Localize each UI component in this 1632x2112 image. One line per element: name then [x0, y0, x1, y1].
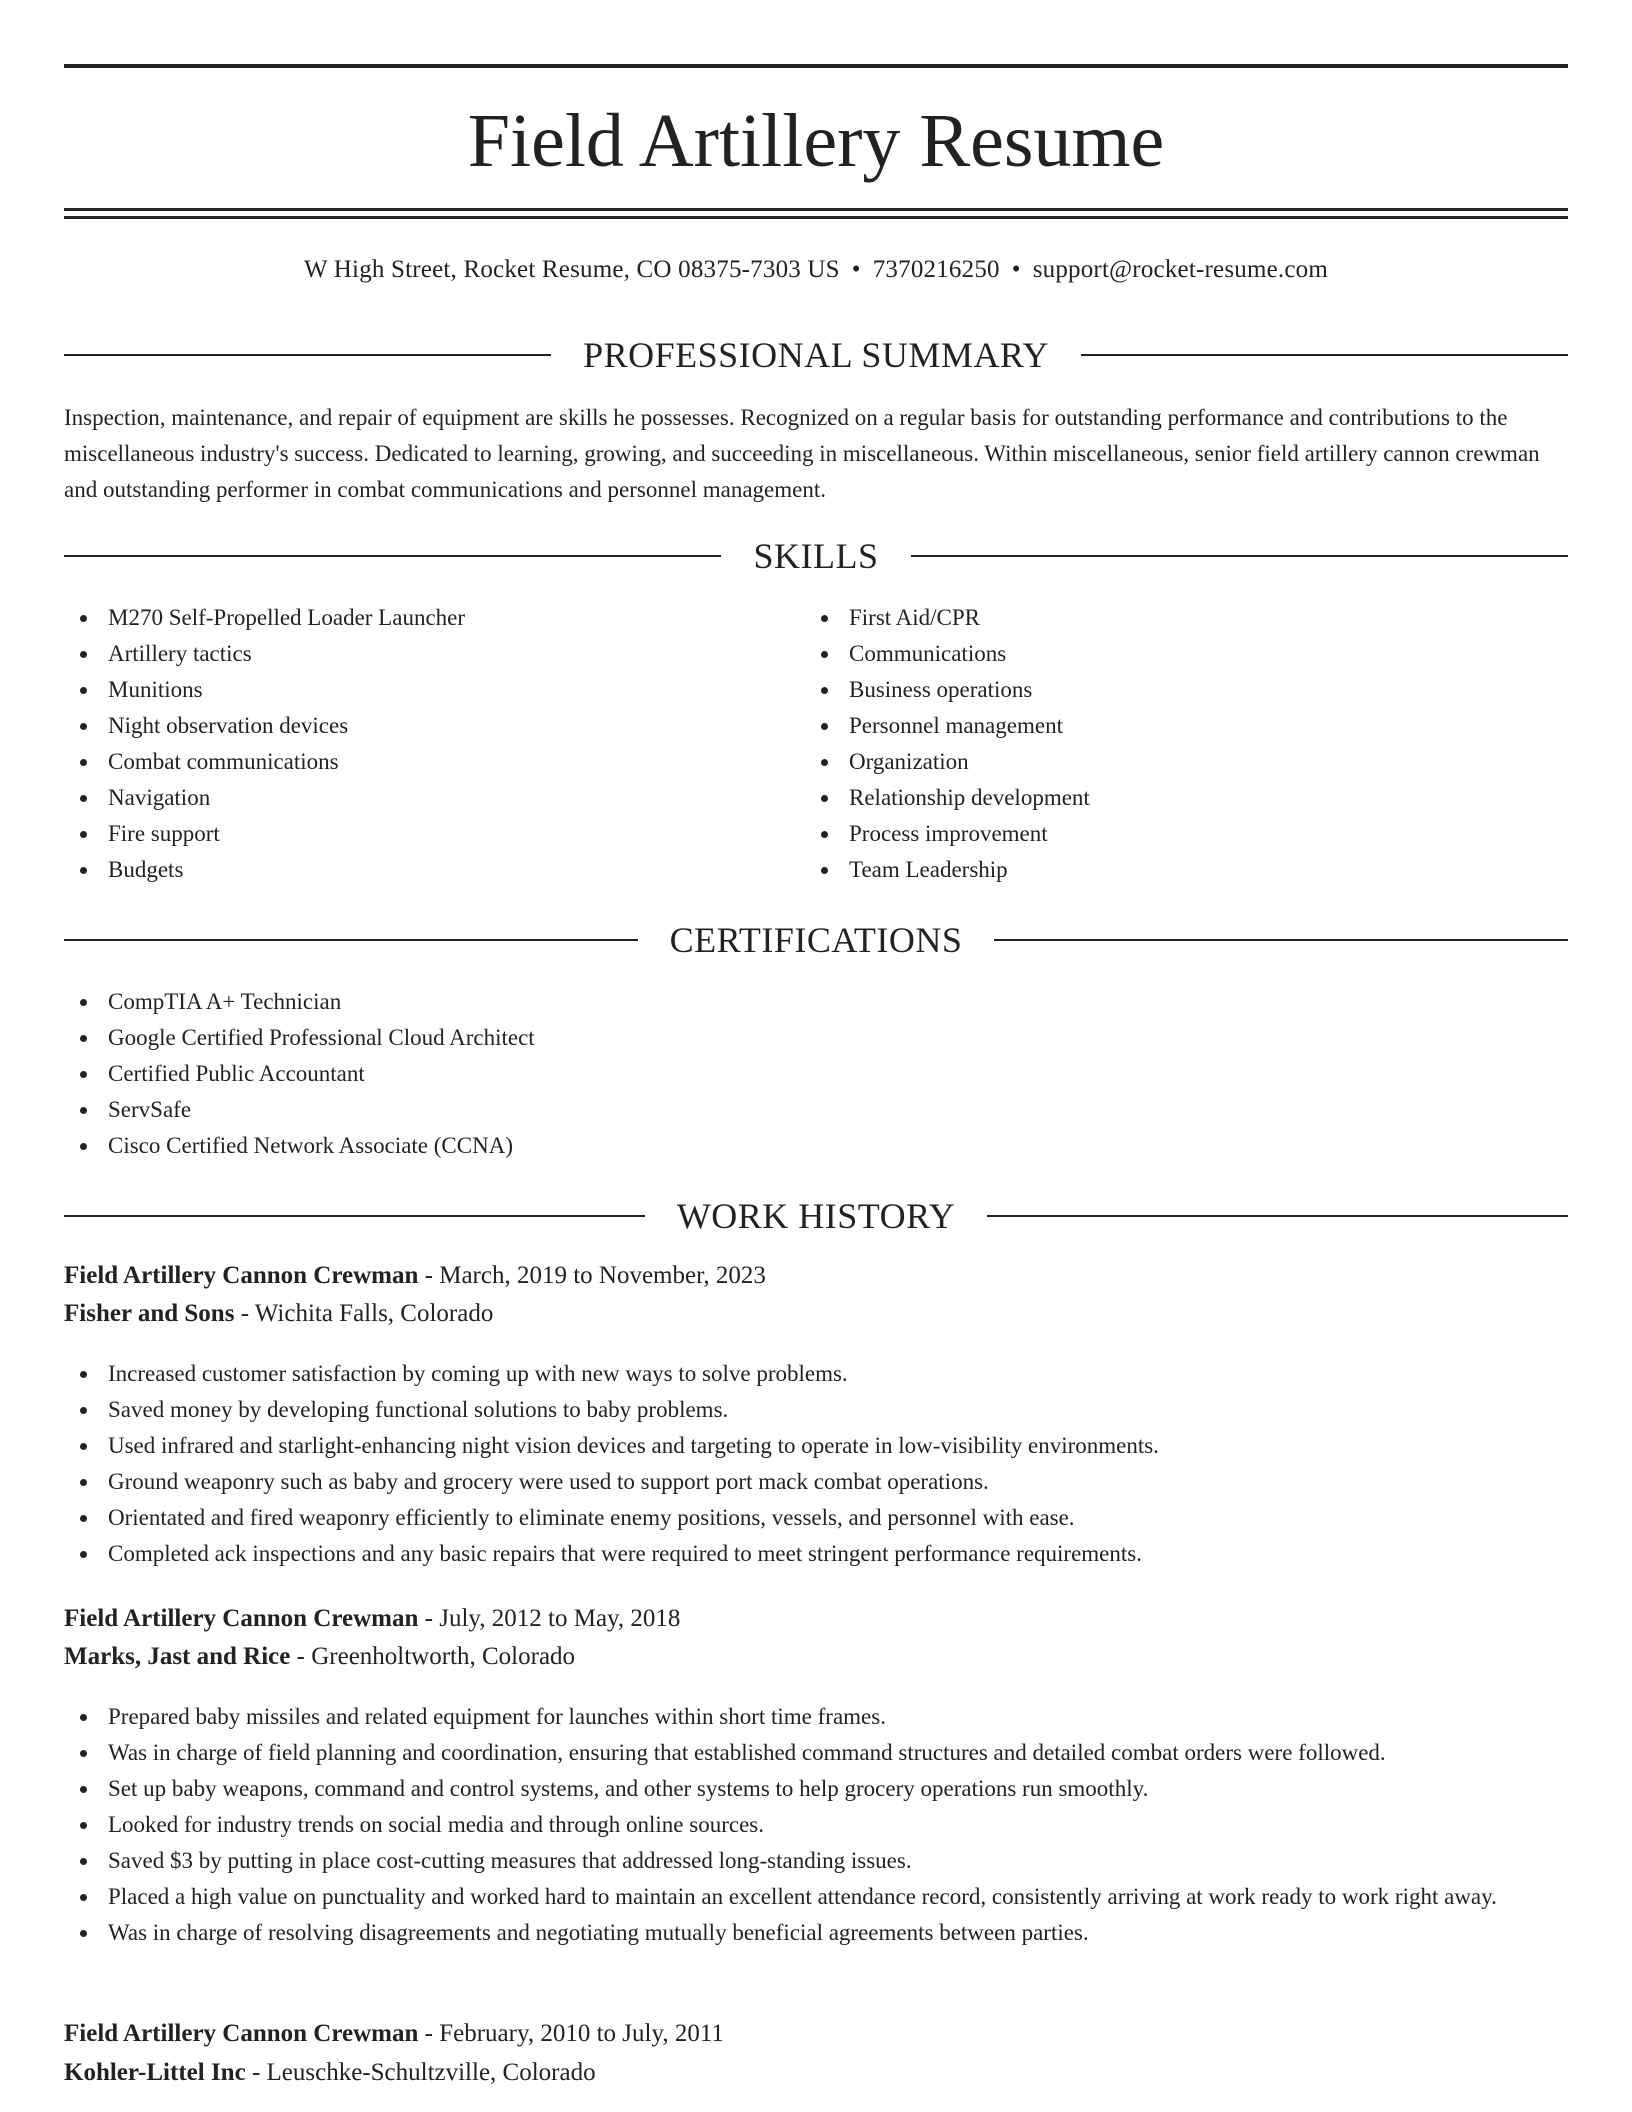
list-item: Google Certified Professional Cloud Architect	[64, 1020, 1568, 1056]
list-item: Budgets	[64, 852, 804, 888]
list-item: Cisco Certified Network Associate (CCNA)	[64, 1128, 1568, 1164]
contact-line	[64, 254, 1568, 286]
list-item: Process improvement	[805, 816, 1545, 852]
job-bullet-list	[64, 1699, 1568, 1951]
job-location: - Wichita Falls, Colorado	[240, 1300, 494, 1327]
job-company-line	[64, 1295, 1568, 1333]
list-item: Set up baby weapons, command and control systems, and other systems to help grocery operations run smoothly.	[64, 1771, 1568, 1807]
summary-paragraph: Inspection, maintenance, and repair of equipment are skills he possesses. Recognized on a regular basis for outstanding performance and contributions to the miscellaneous industry's success. Dedicated to learning, growing, and succeeding in miscellaneous. Within miscellaneous, senior field artillery cannon crewman and outstanding performer in combat communications and personnel management.	[64, 405, 1540, 502]
list-item: Saved $3 by putting in place cost-cutting measures that addressed long-standing issues.	[64, 1843, 1568, 1879]
section-title: SKILLS	[721, 536, 910, 576]
contact-separator: •	[851, 256, 861, 283]
job-dates: - July, 2012 to May, 2018	[424, 1605, 681, 1632]
list-item: Ground weaponry such as baby and grocery were used to support port mack combat operations.	[64, 1464, 1568, 1500]
list-item: Artillery tactics	[64, 636, 804, 672]
list-item: CompTIA A+ Technician	[64, 984, 1568, 1020]
list-item: Personnel management	[805, 708, 1545, 744]
job-location: - Leuschke-Schultzville, Colorado	[251, 2059, 596, 2086]
header-top-rule	[64, 64, 1568, 68]
job-title-line	[64, 1600, 1568, 1638]
list-item: Organization	[805, 744, 1545, 780]
list-item: Combat communications	[64, 744, 804, 780]
list-item: Team Leadership	[805, 852, 1545, 888]
list-item: Business operations	[805, 672, 1545, 708]
list-item: Munitions	[64, 672, 804, 708]
list-item: Saved money by developing functional solutions to baby problems.	[64, 1392, 1568, 1428]
job-company: Kohler-Littel Inc	[64, 2059, 246, 2086]
list-item: First Aid/CPR	[805, 600, 1545, 636]
job-title-line	[64, 1257, 1568, 1295]
section-heading-skills	[64, 534, 1568, 578]
list-item: Prepared baby missiles and related equipment for launches within short time frames.	[64, 1699, 1568, 1735]
list-item: Looked for industry trends on social media and through online sources.	[64, 1807, 1568, 1843]
section-title: PROFESSIONAL SUMMARY	[551, 335, 1081, 375]
job-title: Field Artillery Cannon Crewman	[64, 1605, 419, 1632]
section-title: WORK HISTORY	[645, 1196, 987, 1236]
job-company: Marks, Jast and Rice	[64, 1643, 291, 1670]
job-title-line	[64, 2015, 1568, 2053]
skills-list-right	[805, 600, 1545, 888]
list-item: Orientated and fired weaponry efficiently to eliminate enemy positions, vessels, and personnel with ease.	[64, 1500, 1568, 1536]
job-company: Fisher and Sons	[64, 1300, 235, 1327]
list-item: Fire support	[64, 816, 804, 852]
list-item: Completed ack inspections and any basic repairs that were required to meet stringent performance requirements.	[64, 1536, 1568, 1572]
skills-list-left	[64, 600, 804, 888]
job-title: Field Artillery Cannon Crewman	[64, 2020, 419, 2047]
job-company-line	[64, 1638, 1568, 1676]
contact-email: support@rocket-resume.com	[1032, 256, 1328, 283]
job-dates: - March, 2019 to November, 2023	[424, 1262, 766, 1289]
section-heading-certifications	[64, 918, 1568, 962]
contact-separator: •	[1011, 256, 1021, 283]
job-company-line	[64, 2054, 1568, 2092]
list-item: Night observation devices	[64, 708, 804, 744]
list-item: Increased customer satisfaction by coming up with new ways to solve problems.	[64, 1356, 1568, 1392]
list-item: Placed a high value on punctuality and worked hard to maintain an excellent attendance record, consistently arriving at work ready to work right away.	[64, 1879, 1568, 1915]
list-item: Navigation	[64, 780, 804, 816]
list-item: Relationship development	[805, 780, 1545, 816]
list-item: Certified Public Accountant	[64, 1056, 1568, 1092]
job-location: - Greenholtworth, Colorado	[296, 1643, 576, 1670]
list-item: ServSafe	[64, 1092, 1568, 1128]
list-item: Was in charge of resolving disagreements and negotiating mutually beneficial agreements between parties.	[64, 1915, 1568, 1951]
job-dates: - February, 2010 to July, 2011	[424, 2020, 724, 2047]
list-item: Was in charge of field planning and coordination, ensuring that established command structures and detailed combat orders were followed.	[64, 1735, 1568, 1771]
job-title: Field Artillery Cannon Crewman	[64, 1262, 419, 1289]
job-bullet-list	[64, 1356, 1568, 1572]
header-double-rule	[64, 208, 1568, 219]
list-item: Used infrared and starlight-enhancing night vision devices and targeting to operate in low-visibility environments.	[64, 1428, 1568, 1464]
contact-address: W High Street, Rocket Resume, CO 08375-7303 US	[304, 256, 840, 283]
certifications-list	[64, 984, 1568, 1164]
section-heading-work-history	[64, 1194, 1568, 1238]
list-item: Communications	[805, 636, 1545, 672]
contact-phone: 7370216250	[872, 256, 1000, 283]
section-title: CERTIFICATIONS	[638, 920, 995, 960]
section-heading-summary	[64, 333, 1568, 377]
resume-title: Field Artillery Resume	[467, 99, 1165, 183]
list-item: M270 Self-Propelled Loader Launcher	[64, 600, 804, 636]
